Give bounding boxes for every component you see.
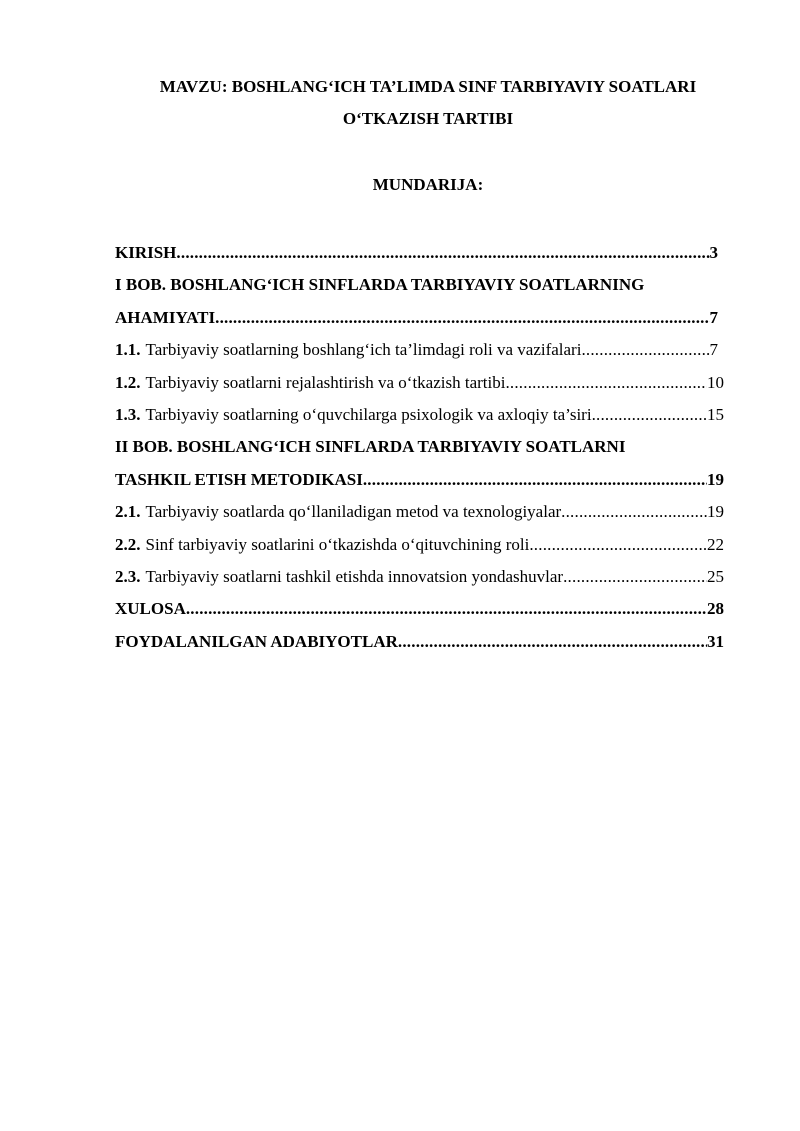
toc-entry-bob2-line-2: TASHKIL ETISH METODIKASI ..... 19 (115, 464, 724, 496)
dot-leader (561, 496, 707, 528)
toc-entry-bob1-line-2: AHAMIYATI ..... 7 (115, 302, 718, 334)
toc-entry-adabiyotlar: FOYDALANILGAN ADABIYOTLAR ..... 31 (115, 626, 724, 658)
dot-leader (215, 302, 709, 334)
section-number: 1.2. (115, 372, 141, 392)
page-number: 7 (709, 307, 718, 327)
toc-entry-xulosa: XULOSA ..... 28 (115, 593, 724, 625)
toc-entry-1-1: 1.1. Tarbiyaviy soatlarning boshlang‘ich ta’limdagi roli va vazifalari ..... 7 (115, 334, 718, 366)
section-number: 1.1. (115, 340, 141, 360)
page-number: 3 (709, 243, 718, 262)
dot-leader (363, 464, 707, 496)
contents-heading: MUNDARIJA: (372, 175, 484, 194)
section-number: 2.3. (115, 566, 141, 586)
dot-leader (581, 334, 709, 366)
section-number: 2.1. (115, 502, 141, 522)
document-title-line-1: MAVZU: BOSHLANG‘ICH TA’LIMDA SINF TARBIYAVIY SOATLARI (159, 77, 697, 96)
dot-leader (505, 367, 707, 399)
document-title-line-2: O‘TKAZISH TARTIBI (342, 109, 514, 128)
dot-leader (563, 561, 707, 593)
toc-entry-bob2-line-1: II BOB. BOSHLANG‘ICH SINFLARDA TARBIYAVIY SOATLARNI (115, 437, 626, 457)
dot-leader (398, 626, 707, 658)
toc-entry-1-2: 1.2. Tarbiyaviy soatlarni rejalashtirish va o‘tkazish tartibi ..... 10 (115, 367, 724, 399)
toc-entry-2-3: 2.3. Tarbiyaviy soatlarni tashkil etishda innovatsion yondashuvlar ..... 25 (115, 561, 724, 593)
dot-leader (592, 399, 707, 431)
page-number: 10 (707, 372, 724, 392)
dot-leader (176, 237, 709, 269)
table-of-contents (115, 237, 724, 658)
page-number: 22 (707, 534, 724, 554)
toc-entry-1-3: 1.3. Tarbiyaviy soatlarning o‘quvchilarga psixologik va axloqiy ta’siri ..... 15 (115, 399, 724, 431)
toc-entry-bob1-line-1: I BOB. BOSHLANG‘ICH SINFLARDA TARBIYAVIY SOATLARNING (115, 275, 645, 295)
page-number: 15 (707, 404, 724, 424)
page-number: 28 (707, 599, 724, 619)
page-number: 19 (707, 469, 724, 489)
page-number: 31 (707, 631, 724, 651)
toc-entry-2-1: 2.1. Tarbiyaviy soatlarda qo‘llaniladigan metod va texnologiyalar ..... 19 (115, 496, 724, 528)
page-number: 25 (707, 566, 724, 586)
page-number: 19 (707, 502, 724, 522)
section-number: 1.3. (115, 404, 141, 424)
dot-leader (186, 593, 707, 625)
page-number: 7 (709, 340, 718, 360)
toc-entry-kirish: KIRISH ..... 3 (115, 237, 718, 269)
section-number: 2.2. (115, 534, 141, 554)
dot-leader (529, 529, 707, 561)
toc-entry-2-2: 2.2. Sinf tarbiyaviy soatlarini o‘tkazishda o‘qituvchining roli ..... 22 (115, 529, 724, 561)
